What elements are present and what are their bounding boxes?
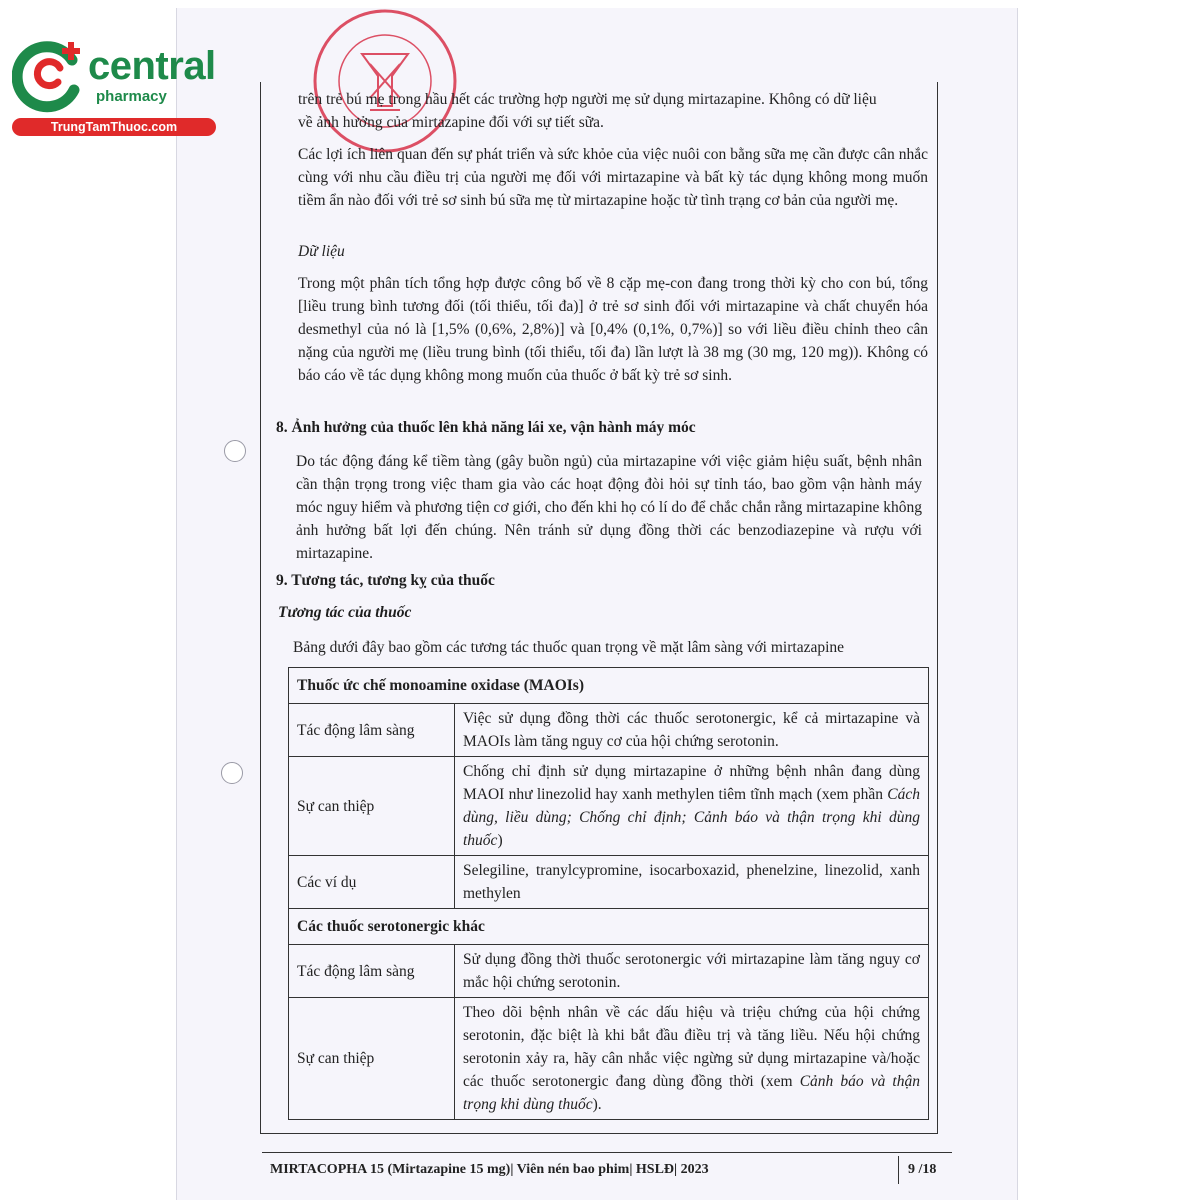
table-row bbox=[289, 757, 929, 856]
table-group-title: Thuốc ức chế monoamine oxidase (MAOIs) bbox=[289, 668, 929, 704]
logo-url: TrungTamThuoc.com bbox=[12, 118, 216, 136]
cell-text: ). bbox=[592, 1096, 602, 1113]
table-row bbox=[289, 909, 929, 945]
central-pharmacy-logo bbox=[8, 38, 220, 138]
cell-text: Theo dõi bệnh nhân về các dấu hiệu và triệu chứng của hội chứng serotonin, đặc biệt là khi bắt đầu điều trị và tăng liều. Nếu hội chứng serotonin xảy ra, hãy cân nhắc việc ngừng sử dụng mirtazapine và/hoặc các thuốc serotonergic đang dùng đồng thời (xem bbox=[463, 1004, 920, 1090]
section-9-heading: 9. Tương tác, tương kỵ của thuốc bbox=[276, 572, 495, 589]
paragraph-data: Trong một phân tích tổng hợp được công bố về 8 cặp mẹ-con đang trong thời kỳ cho con bú, tổng [liều trung bình tương đối (tối thiểu, tối đa)] ở trẻ sơ sinh đối với mirtazapine và chất chuyển hóa desmethyl của nó là [1,5% (0,6%, 2,8%)] và [0,4% (0,1%, 0,7%)] so với liều điều chỉnh theo cân nặng của người mẹ (liều trung bình (tối thiểu, tối đa) lần lượt là 38 mg (30 mg, 120 mg)). Không có báo cáo về tác dụng không mong muốn của thuốc ở bất kỳ trẻ sơ sinh. bbox=[298, 275, 928, 384]
table-cell-value: Việc sử dụng đồng thời các thuốc serotonergic, kể cả mirtazapine và MAOIs làm tăng nguy cơ của hội chứng serotonin. bbox=[455, 704, 929, 757]
table-cell-label: Sự can thiệp bbox=[289, 757, 455, 856]
table-cell-label: Sự can thiệp bbox=[289, 998, 455, 1120]
cell-text: Chống chỉ định sử dụng mirtazapine ở những bệnh nhân đang dùng MAOI như linezolid hay xanh methylen tiêm tĩnh mạch (xem phần bbox=[463, 763, 920, 803]
table-cell-value bbox=[455, 998, 929, 1120]
table-group-title: Các thuốc serotonergic khác bbox=[289, 909, 929, 945]
table-row bbox=[289, 668, 929, 704]
section-8-heading: 8. Ảnh hưởng của thuốc lên khả năng lái xe, vận hành máy móc bbox=[276, 419, 696, 436]
cell-text: ) bbox=[497, 832, 503, 849]
cell-italic-text: Cách dùng, liều dùng; Chống chỉ định; Cảnh báo và thận trọng khi dùng thuốc bbox=[463, 786, 920, 849]
pharmacy-cross-icon bbox=[12, 38, 88, 114]
footer-divider bbox=[262, 1152, 952, 1153]
punch-hole-bottom bbox=[221, 762, 243, 784]
table-row bbox=[289, 856, 929, 909]
cell-italic-text: Cảnh báo và thận trọng khi dùng thuốc bbox=[463, 1073, 920, 1113]
paragraph-benefit: Các lợi ích liên quan đến sự phát triển và sức khỏe của việc nuôi con bằng sữa mẹ cần được cân nhắc cùng với nhu cầu điều trị của người mẹ đối với mirtazapine và bất kỳ tác dụng không mong muốn tiềm ẩn nào đối với trẻ sơ sinh bú sữa mẹ từ mirtazapine hoặc từ tình trạng cơ bản của người mẹ. bbox=[298, 146, 928, 209]
logo-name: central bbox=[88, 44, 216, 88]
paragraph-top-line-2: về ảnh hưởng của mirtazapine đối với sự tiết sữa. bbox=[298, 114, 604, 131]
table-cell-value bbox=[455, 757, 929, 856]
data-label: Dữ liệu bbox=[298, 243, 345, 260]
table-cell-label: Các ví dụ bbox=[289, 856, 455, 909]
table-row bbox=[289, 704, 929, 757]
table-cell-label: Tác động lâm sàng bbox=[289, 945, 455, 998]
table-cell-value: Selegiline, tranylcypromine, isocarboxazid, phenelzine, linezolid, xanh methylen bbox=[455, 856, 929, 909]
section-8-text: Do tác động đáng kể tiềm tàng (gây buồn ngủ) của mirtazapine với việc giảm hiệu suất, bệnh nhân cần thận trọng trong việc tham gia vào các hoạt động đòi hỏi sự tỉnh táo, bao gồm vận hành máy móc nguy hiểm và phương tiện cơ giới, cho đến khi họ có lí do để chắc chắn rằng mirtazapine không ảnh hưởng bất lợi đến chúng. Nên tránh sử dụng đồng thời các benzodiazepine và rượu với mirtazapine. bbox=[296, 453, 922, 562]
table-row bbox=[289, 998, 929, 1120]
punch-hole-top bbox=[224, 440, 246, 462]
footer-separator bbox=[898, 1156, 899, 1184]
section-9-intro: Bảng dưới đây bao gồm các tương tác thuốc quan trọng về mặt lâm sàng với mirtazapine bbox=[293, 639, 845, 656]
table-cell-label: Tác động lâm sàng bbox=[289, 704, 455, 757]
section-9-subheading: Tương tác của thuốc bbox=[278, 604, 412, 621]
footer-document-title: MIRTACOPHA 15 (Mirtazapine 15 mg)| Viên nén bao phim| HSLĐ| 2023 bbox=[270, 1162, 709, 1177]
drug-interaction-table bbox=[288, 667, 929, 1120]
paragraph-top-line-1: trên trẻ bú mẹ trong hầu hết các trường hợp người mẹ sử dụng mirtazapine. Không có dữ liệu bbox=[298, 91, 877, 108]
table-row bbox=[289, 945, 929, 998]
table-cell-value: Sử dụng đồng thời thuốc serotonergic với mirtazapine làm tăng nguy cơ mắc hội chứng serotonin. bbox=[455, 945, 929, 998]
logo-subtitle: pharmacy bbox=[96, 88, 167, 105]
footer-page-number: 9 /18 bbox=[908, 1162, 937, 1177]
